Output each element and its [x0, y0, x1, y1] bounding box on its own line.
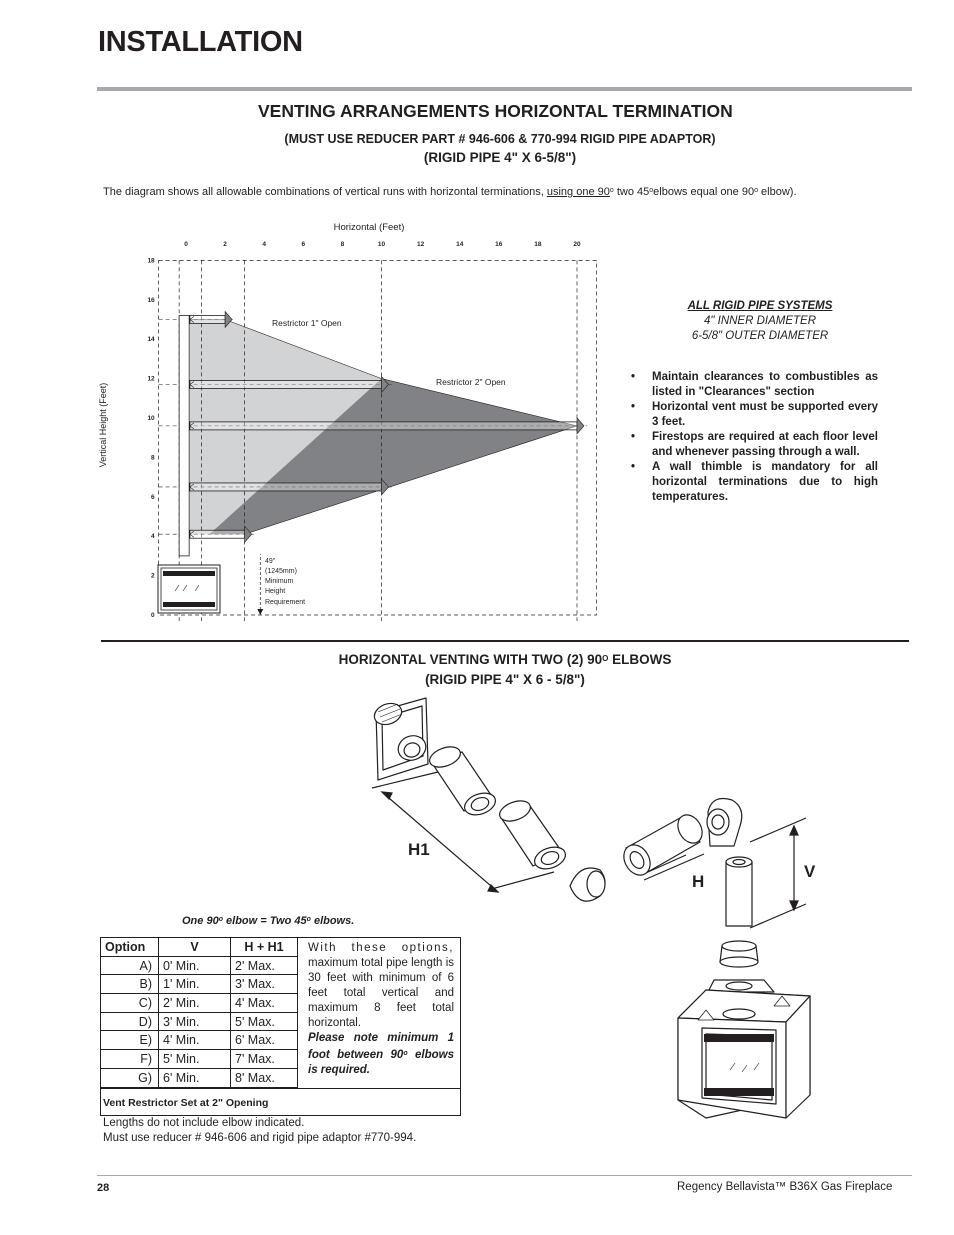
options-note-lead: With these options, — [308, 942, 454, 954]
elbow-note — [182, 915, 354, 927]
section-subtitle-reducer: (MUST USE REDUCER PART # 946-606 & 770-994 RIGID PIPE ADAPTOR) — [284, 132, 716, 146]
section2-title-text: HORIZONTAL VENTING WITH TWO (2) 90 — [338, 652, 603, 667]
intro-text-c: elbows equal one 90 — [653, 186, 755, 198]
pipe-section — [619, 811, 707, 880]
horizontal-pipe-run — [190, 483, 382, 491]
restrictor-setting: Vent Restrictor Set at 2" Opening — [103, 1097, 269, 1109]
horizontal-pipe-run — [190, 530, 245, 538]
y-tick-label: 2 — [151, 572, 155, 580]
note-item: • Maintain clearances to combustibles as listed in "Clearances" section — [628, 370, 878, 400]
pipe-systems-title: ALL RIGID PIPE SYSTEMS — [687, 300, 833, 312]
venting-chart — [95, 215, 615, 625]
y-tick-label: 14 — [147, 336, 155, 344]
degree-sup: o — [649, 187, 654, 194]
elbow-note-c: elbows. — [310, 915, 355, 927]
cell-v: 4' Min. — [159, 1031, 231, 1050]
cell-v: 6' Min. — [159, 1068, 231, 1087]
x-tick-label: 12 — [416, 241, 425, 248]
svg-text:Requirement: Requirement — [265, 599, 306, 606]
svg-text:(1245mm): (1245mm) — [265, 568, 297, 575]
min-height-arrow — [257, 609, 263, 615]
dim-label-h1: H1 — [408, 840, 430, 859]
note-item: • Firestops are required at each floor level and whenever passing through a wall. — [628, 430, 878, 460]
x-tick-label: 4 — [262, 241, 267, 248]
y-tick-label: 12 — [147, 375, 155, 383]
fireplace-unit — [678, 990, 810, 1118]
section-title: VENTING ARRANGEMENTS HORIZONTAL TERMINATION — [258, 101, 733, 121]
pipe-section — [427, 743, 499, 819]
cell-v: 2' Min. — [159, 994, 231, 1013]
col-header-h-h1: H + H1 — [231, 938, 298, 956]
cell-h: 4' Max. — [231, 994, 298, 1013]
table-header-row — [101, 938, 298, 956]
fireplace-icon — [158, 565, 220, 613]
intro-text-a: The diagram shows all allowable combinations of vertical runs with horizontal terminations, — [103, 186, 547, 198]
table-row — [101, 1031, 298, 1050]
col-header-v: V — [159, 938, 231, 956]
cell-h: 7' Max. — [231, 1050, 298, 1069]
vertical-stack-pipe — [179, 316, 189, 556]
intro-text-d: elbow). — [757, 186, 797, 198]
y-tick-label: 0 — [151, 612, 155, 619]
section2-title — [0, 649, 954, 690]
min-height-note — [265, 558, 305, 606]
dim-label-h: H — [692, 872, 705, 891]
degree-sup: O — [602, 654, 609, 663]
footnote-elbow: Lengths do not include elbow indicated. — [103, 1117, 305, 1129]
cell-option: B) — [101, 975, 159, 994]
elbow-note-b: elbow = Two 45 — [222, 915, 307, 927]
options-note-text: maximum total pipe length is 30 feet with minimum of 6 feet total vertical and maximum 8 feet total horizontal. — [308, 957, 454, 1029]
section2-title-text-b: ELBOWS — [608, 652, 672, 667]
degree-sup: o — [609, 187, 614, 194]
installation-notes — [628, 370, 878, 505]
degree-sup: o — [218, 916, 223, 923]
degree-sup: o — [306, 916, 311, 923]
x-tick-label: 18 — [534, 241, 542, 248]
table-row — [101, 1068, 298, 1087]
cell-option: F) — [101, 1050, 159, 1069]
intro-paragraph — [103, 186, 797, 198]
cell-option: D) — [101, 1012, 159, 1031]
y-tick-label: 10 — [147, 415, 155, 422]
degree-sup: o — [403, 1050, 408, 1057]
cell-h: 2' Max. — [231, 956, 298, 975]
elbow-note-a: One 90 — [182, 915, 219, 927]
col-header-option: Option — [101, 938, 159, 956]
pipe-section — [497, 797, 569, 873]
note-item: • Horizontal vent must be supported every 3 feet. — [628, 400, 878, 430]
cell-option: G) — [101, 1068, 159, 1087]
x-tick-label: 0 — [184, 241, 188, 248]
degree-sup: o — [754, 187, 758, 194]
svg-text:49": 49" — [265, 558, 276, 565]
page-title: INSTALLATION — [98, 26, 303, 58]
pipe-systems-info — [640, 299, 880, 344]
x-tick-label: 2 — [223, 241, 227, 248]
y-axis-label: Vertical Height (Feet) — [98, 382, 108, 468]
elbow-fitting — [707, 799, 742, 847]
intro-text-b: two 45 — [613, 186, 650, 198]
cell-v: 1' Min. — [159, 975, 231, 994]
product-name: Regency Bellavista™ B36X Gas Fireplace — [677, 1181, 893, 1193]
series-label-restrictor-2: Restrictor 2" Open — [436, 377, 506, 387]
x-tick-label: 6 — [301, 241, 306, 248]
vertical-pipe — [726, 857, 752, 926]
y-tick-label: 6 — [151, 493, 155, 501]
cell-h: 6' Max. — [231, 1031, 298, 1050]
svg-text:Height: Height — [265, 588, 286, 595]
options-note-bold: Please note minimum 1 foot between 90 — [308, 1032, 454, 1061]
x-tick-label: 16 — [495, 241, 503, 248]
cell-v: 5' Min. — [159, 1050, 231, 1069]
y-tick-label: 18 — [147, 257, 155, 265]
horizontal-pipe-run — [190, 316, 225, 324]
y-tick-label: 16 — [147, 296, 155, 304]
cell-v: 3' Min. — [159, 1012, 231, 1031]
section-subtitle-pipe: (RIGID PIPE 4" X 6-5/8") — [423, 150, 577, 165]
horizontal-pipe-run — [190, 422, 577, 430]
cell-option: C) — [101, 994, 159, 1013]
options-note-bold-b: elbows is required. — [308, 1049, 454, 1076]
table-row — [101, 1012, 298, 1031]
cell-option: E) — [101, 1031, 159, 1050]
cell-v: 0' Min. — [159, 956, 231, 975]
cell-h: 3' Max. — [231, 975, 298, 994]
cell-option: A) — [101, 956, 159, 975]
cell-h: 5' Max. — [231, 1012, 298, 1031]
options-note — [308, 941, 454, 1078]
x-axis-label: Horizontal (Feet) — [333, 222, 405, 233]
dim-label-v: V — [804, 862, 816, 881]
footer-rule — [97, 1175, 912, 1176]
section2-subtitle: (RIGID PIPE 4" X 6 - 5/8") — [425, 672, 585, 687]
wall-thimble — [371, 698, 429, 780]
pipe-inner-diameter: 4" INNER DIAMETER — [703, 315, 817, 327]
x-tick-label: 8 — [340, 241, 345, 248]
horizontal-pipe-run — [190, 381, 382, 389]
table-row — [101, 975, 298, 994]
svg-text:Minimum: Minimum — [265, 578, 294, 585]
footnote-reducer: Must use reducer # 946-606 and rigid pipe adaptor #770-994. — [103, 1132, 417, 1144]
x-tick-label: 14 — [456, 241, 464, 248]
note-item: • A wall thimble is mandatory for all horizontal terminations due to high temperatures. — [628, 460, 878, 505]
section-divider — [101, 640, 909, 642]
y-tick-label: 8 — [151, 454, 155, 462]
intro-text-underlined: using one 90 — [546, 186, 610, 198]
table-bottom-rule — [101, 1088, 460, 1089]
table-row — [101, 1050, 298, 1069]
pipe-terminal-arrow — [577, 418, 584, 434]
table-row — [101, 956, 298, 975]
table-row — [101, 994, 298, 1013]
pipe-outer-diameter: 6-5/8" OUTER DIAMETER — [691, 330, 829, 342]
x-tick-label: 10 — [377, 241, 386, 248]
x-tick-label: 20 — [573, 241, 581, 248]
series-label-restrictor-1: Restrictor 1" Open — [272, 318, 342, 328]
options-table — [101, 938, 298, 1088]
page-number: 28 — [97, 1182, 110, 1194]
elbow-fitting — [570, 868, 605, 901]
cell-h: 8' Max. — [231, 1068, 298, 1087]
top-rule — [97, 87, 912, 91]
y-tick-label: 4 — [151, 533, 155, 541]
